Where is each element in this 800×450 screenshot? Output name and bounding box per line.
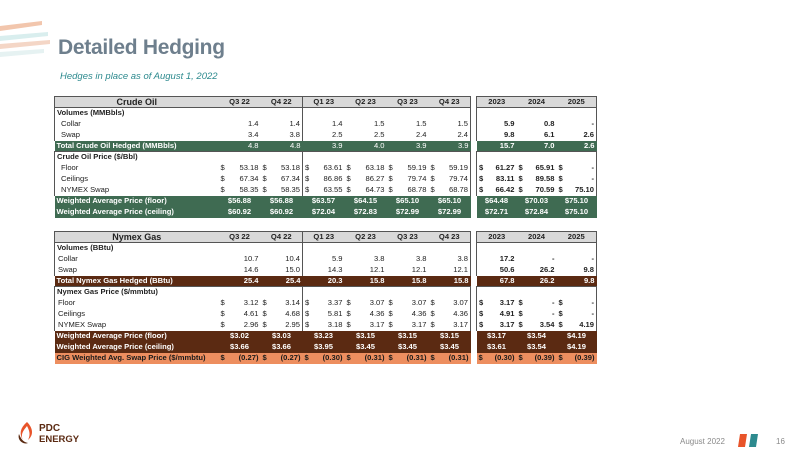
gas-total-row: Total Nymex Gas Hedged (BBtu) 25.4 25.4 20.3 15.8 15.8 15.8 67.8 26.2 9.8 — [56, 275, 595, 285]
gas-col-2023: 2023 — [477, 232, 517, 243]
crude-col-q4-23: Q4 23 — [429, 97, 471, 108]
crude-header-row — [55, 97, 597, 108]
gas-table-name: Nymex Gas — [55, 232, 219, 243]
crude-col-q3-22: Q3 22 — [219, 97, 261, 108]
table-row: Collar 1.4 1.4 1.4 1.5 1.5 1.5 5.9 0.8 - — [55, 119, 597, 130]
gas-col-q1-23: Q1 23 — [303, 232, 345, 243]
page-number: 16 — [776, 437, 785, 446]
gas-wap-floor-row: Weighted Average Price (floor) $3.02 $3.03 $3.23 $3.15 $3.15 $3.15 $3.17 $3.54 $4.19 — [55, 331, 597, 342]
crude-wap-floor-row: Weighted Average Price (floor) $56.88 $56.88 $63.57 $64.15 $65.10 $65.10 $64.48 $70.03 $75.10 — [55, 196, 597, 207]
page-title: Detailed Hedging — [58, 36, 225, 59]
gas-col-2025: 2025 — [557, 232, 597, 243]
table-row: Floor $ 3.12 $ 3.14 $ 3.37 $ 3.07 $ 3.07 $ 3.07 $ 3.17 $ - $ - — [55, 298, 597, 309]
nymex-gas-hedge-table — [54, 231, 597, 364]
page-subtitle: Hedges in place as of August 1, 2022 — [60, 71, 218, 82]
crude-col-q3-23: Q3 23 — [387, 97, 429, 108]
gas-col-q4-22: Q4 22 — [261, 232, 303, 243]
crude-col-2025: 2025 — [557, 97, 597, 108]
table-row: NYMEX Swap $ 2.96 $ 2.95 $ 3.18 $ 3.17 $ 3.17 $ 3.17 $ 3.17 $ 3.54 $ 4.19 — [55, 320, 597, 331]
crude-volumes-header: Volumes (MMBbls) — [55, 108, 597, 119]
crude-oil-hedge-table — [54, 96, 597, 218]
logo-text-pdc: PDC — [39, 423, 61, 434]
gas-col-q4-23: Q4 23 — [429, 232, 471, 243]
table-row: NYMEX Swap $ 58.35 $ 58.35 $ 63.55 $ 64.73 $ 68.78 $ 68.78 $ 66.42 $ 70.59 $ 75.10 — [55, 185, 597, 196]
gas-col-2024: 2024 — [517, 232, 557, 243]
crude-col-q2-23: Q2 23 — [345, 97, 387, 108]
cig-swap-price-row: CIG Weighted Avg. Swap Price ($/mmbtu) $ (0.27) $ (0.27) $ (0.30) $ (0.31) $ (0.31) $ (0.31) $ (0.30) $ (0.39) $ (0.39) — [56, 353, 595, 362]
footer-date: August 2022 — [680, 437, 725, 446]
gas-header-row — [55, 232, 597, 243]
table-row: Ceilings $ 4.61 $ 4.68 $ 5.81 $ 4.36 $ 4.36 $ 4.36 $ 4.91 $ - $ - — [55, 309, 597, 320]
logo-text-energy: ENERGY — [39, 434, 80, 445]
crude-price-header: Crude Oil Price ($/Bbl) — [55, 152, 597, 163]
gas-volumes-header: Volumes (BBtu) — [55, 243, 597, 254]
gas-col-q2-23: Q2 23 — [345, 232, 387, 243]
table-row: Floor $ 53.18 $ 53.18 $ 63.61 $ 63.18 $ 59.19 $ 59.19 $ 61.27 $ 65.91 $ - — [55, 163, 597, 174]
decorative-stripes — [0, 18, 60, 78]
table-row: Ceilings $ 67.34 $ 67.34 $ 86.86 $ 86.27 $ 79.74 $ 79.74 $ 83.11 $ 89.58 $ - — [55, 174, 597, 185]
crude-col-2023: 2023 — [477, 97, 517, 108]
crude-col-q4-22: Q4 22 — [261, 97, 303, 108]
crude-col-2024: 2024 — [517, 97, 557, 108]
table-row: Swap 14.6 15.0 14.3 12.1 12.1 12.1 50.6 26.2 9.8 — [55, 265, 597, 276]
footer-accent-bars-icon — [737, 432, 763, 448]
pdc-energy-logo — [17, 420, 97, 450]
crude-table-name: Crude Oil — [55, 97, 219, 108]
gas-price-header: Nymex Gas Price ($/mmbtu) — [55, 287, 597, 298]
crude-col-q1-23: Q1 23 — [303, 97, 345, 108]
pdc-energy-logo-mark-icon — [17, 420, 97, 446]
crude-wap-ceiling-row: Weighted Average Price (ceiling) $60.92 $60.92 $72.04 $72.83 $72.99 $72.99 $72.71 $72.84 $75.10 — [55, 207, 597, 218]
crude-total-row: Total Crude Oil Hedged (MMBbls) 4.8 4.8 3.9 4.0 3.9 3.9 15.7 7.0 2.6 — [56, 140, 595, 150]
table-row: Collar 10.7 10.4 5.9 3.8 3.8 3.8 17.2 - - — [55, 254, 597, 265]
gas-col-q3-23: Q3 23 — [387, 232, 429, 243]
gas-wap-ceiling-row: Weighted Average Price (ceiling) $3.66 $3.66 $3.95 $3.45 $3.45 $3.45 $3.61 $3.54 $4.19 — [55, 342, 597, 353]
table-row: Swap 3.4 3.8 2.5 2.5 2.4 2.4 9.8 6.1 2.6 — [55, 130, 597, 141]
gas-col-q3-22: Q3 22 — [219, 232, 261, 243]
